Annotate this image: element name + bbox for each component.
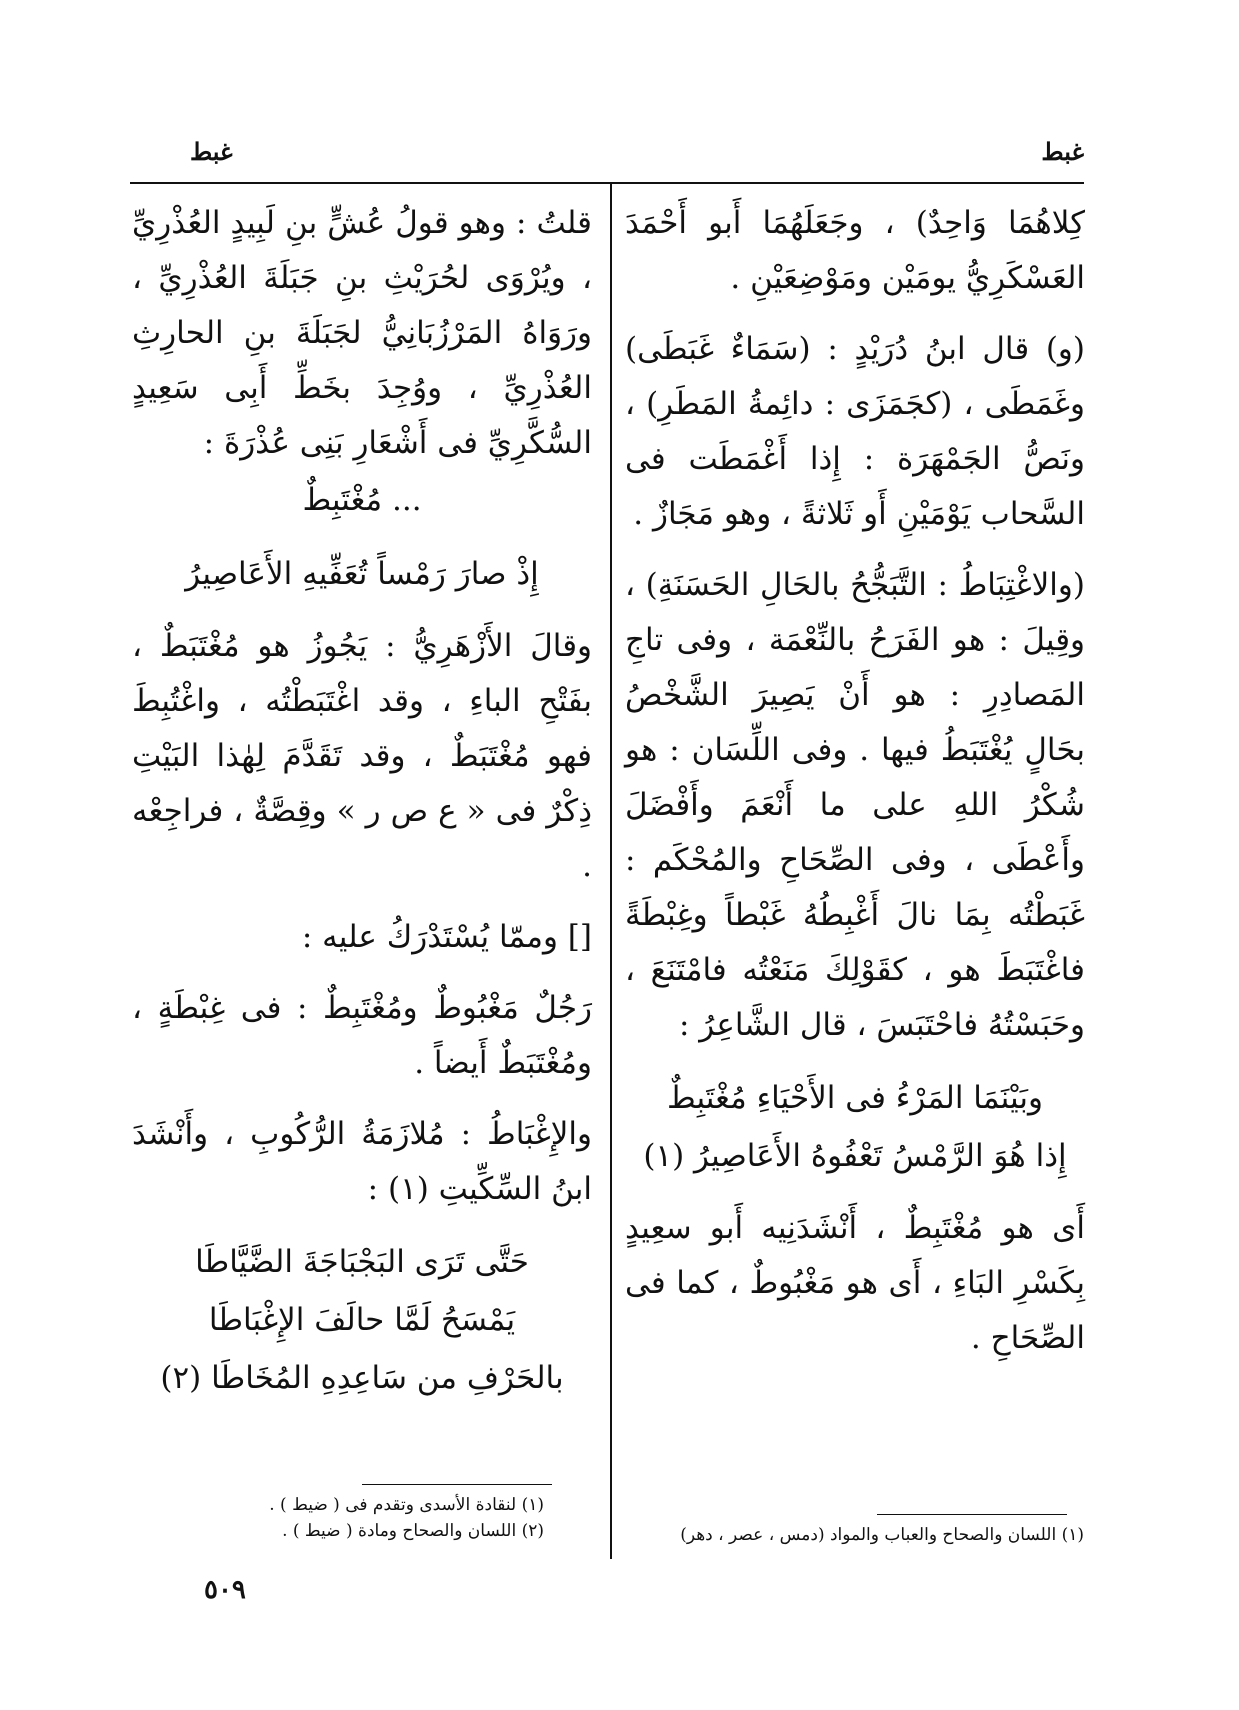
footnotes-left (139, 1492, 544, 1544)
paragraph-gap (625, 1053, 1085, 1069)
right-paragraph-2: (و) قال ابنُ دُرَيْدٍ : (سَمَاءٌ غَبَطَى) وغَمَطَى ، (كجَمَزَى : دائِمةُ المَطَرِ) ، ونَصُّ الجَمْهَرَة : إِذا أَغْمَطَت فى السَّحاب يَوْمَيْنِ أَو ثَلاثةً ، وهو مَجَازٌ . (625, 331, 1085, 532)
right-verse-line-2: إِذا هُوَ الرَّمْسُ تَعْفُوهُ الأَعَاصِيرُ (١) (643, 1138, 1067, 1174)
footnotes-right (664, 1522, 1084, 1548)
left-verse-line-1: ... مُغْتَبِطٌ (302, 482, 422, 518)
left-verse-line-2: إِذْ صارَ رَمْساً تُعَفِّيهِ الأَعَاصِيرُ (185, 556, 539, 592)
running-header-left: غبط (190, 137, 233, 166)
paragraph-gap (132, 894, 592, 910)
footnote-right-1: (١) اللسان والصحاح والعباب والمواد (دمس ، عصر ، دهر) (680, 1525, 1084, 1545)
paragraph-gap (132, 603, 592, 619)
footnote-rule-right (877, 1514, 1067, 1515)
right-paragraph-1: كِلاهُمَا وَاحِدٌ) ، وجَعَلَهُمَا أَبو أَحْمَدَ العَسْكَرِيُّ يومَيْن ومَوْضِعَيْنِ . (625, 205, 1085, 296)
paragraph-gap (132, 1217, 592, 1233)
page-number: ٥٠٩ (204, 1575, 246, 1605)
paragraph-gap (625, 1185, 1085, 1201)
footnote-left-1: (١) لنقادة الأسدى وتقدم فى ( ضيط ) . (269, 1495, 544, 1515)
left-paragraph-5: والإِغْبَاطُ : مُلازَمَةُ الرُّكُوبِ ، وأَنْشَدَ ابنُ السِّكِّيتِ (١) : (132, 1116, 592, 1207)
running-header-right: غبط (1041, 137, 1084, 166)
footnote-left-2: (٢) اللسان والصحاح ومادة ( ضيط ) . (282, 1521, 544, 1541)
left-paragraph-4: رَجُلٌ مَغْبُوطٌ ومُغْتَبِطٌ : فى غِبْطَةٍ ، ومُغْتَبَطٌ أَيضاً . (132, 990, 592, 1081)
footnote-rule-left (362, 1484, 552, 1485)
left-column (132, 196, 592, 1407)
left-paragraph-1: قلتُ : وهو قولُ عُشٍّ بنِ لَبِيدٍ العُذْرِيِّ ، ويُرْوَى لحُرَيْثِ بنِ جَبَلَةَ العُذْرِيِّ ، ورَوَاهُ المَرْزُبَانِيُّ لجَبَلَةَ بنِ الحارِثِ العُذْرِيِّ ، ووُجِدَ بخَطِّ أَبِى سَعِيدٍ السُّكَّرِيِّ فى أَشْعَارِ بَنِى عُذْرَةَ : (132, 205, 592, 461)
left-verse-line-4: يَمْسَحُ لَمَّا حالَفَ الإِغْبَاطَا (208, 1302, 516, 1338)
column-divider (610, 184, 612, 1559)
left-verse-line-5: بالحَرْفِ من سَاعِدِهِ المُخَاطَا (٢) (160, 1360, 564, 1396)
paragraph-gap (132, 1091, 592, 1107)
paragraph-gap (625, 542, 1085, 558)
paragraph-gap (132, 965, 592, 981)
left-paragraph-2: وقالَ الأَزْهَرِيُّ : يَجُوزُ هو مُغْتَبَطٌ ، بفَتْحِ الباءِ ، وقد اغْتَبَطْتُه ، واغْتُبِطَ فهو مُغْتَبَطٌ ، وقد تَقَدَّمَ لِهٰذا البَيْتِ ذِكْرٌ فى « ع ص ر » وقِصَّةٌ ، فراجِعْه . (132, 628, 592, 884)
left-verse-line-3: حَتَّى تَرَى البَجْبَاجَةَ الضَّيَّاطَا (195, 1244, 529, 1280)
page-header (130, 126, 1084, 176)
left-paragraph-3: [] وممّا يُسْتَدْرَكُ عليه : (301, 919, 592, 955)
paragraph-gap (132, 529, 592, 545)
right-column (625, 196, 1085, 1366)
header-rule (130, 182, 1084, 184)
right-paragraph-4: أَى هو مُغْتَبِطٌ ، أَنْشَدَنِيه أَبو سعِيدٍ بِكَسْرِ البَاءِ ، أَى هو مَغْبُوطٌ ، كما فى الصِّحَاحِ . (625, 1210, 1085, 1356)
right-verse-line-1: وبَيْنَمَا المَرْءُ فى الأَحْيَاءِ مُغْتَبِطٌ (667, 1080, 1043, 1116)
right-paragraph-3: (والاغْتِبَاطُ : التَّبَجُّحُ بالحَالِ الحَسَنَةِ) ، وقِيلَ : هو الفَرَحُ بالنِّعْمَة ، وفى تاجِ المَصادِرِ : هو أَنْ يَصِيرَ الشَّخْصُ بحَالٍ يُغْتَبَطُ فيها . وفى اللِّسَان : هو شُكْرُ اللهِ على ما أَنْعَمَ وأَفْضَلَ وأَعْطَى ، وفى الصِّحَاحِ والمُحْكَم : غَبَطْتُه بِمَا نالَ أَغْبِطُهُ غَبْطاً وغِبْطَةً فاغْتَبَطَ هو ، كقَوْلِكَ مَنَعْتُه فامْتَنَعَ ، وحَبَسْتُهُ فاحْتَبَسَ ، قال الشَّاعِرُ : (625, 567, 1085, 1043)
paragraph-gap (625, 306, 1085, 322)
